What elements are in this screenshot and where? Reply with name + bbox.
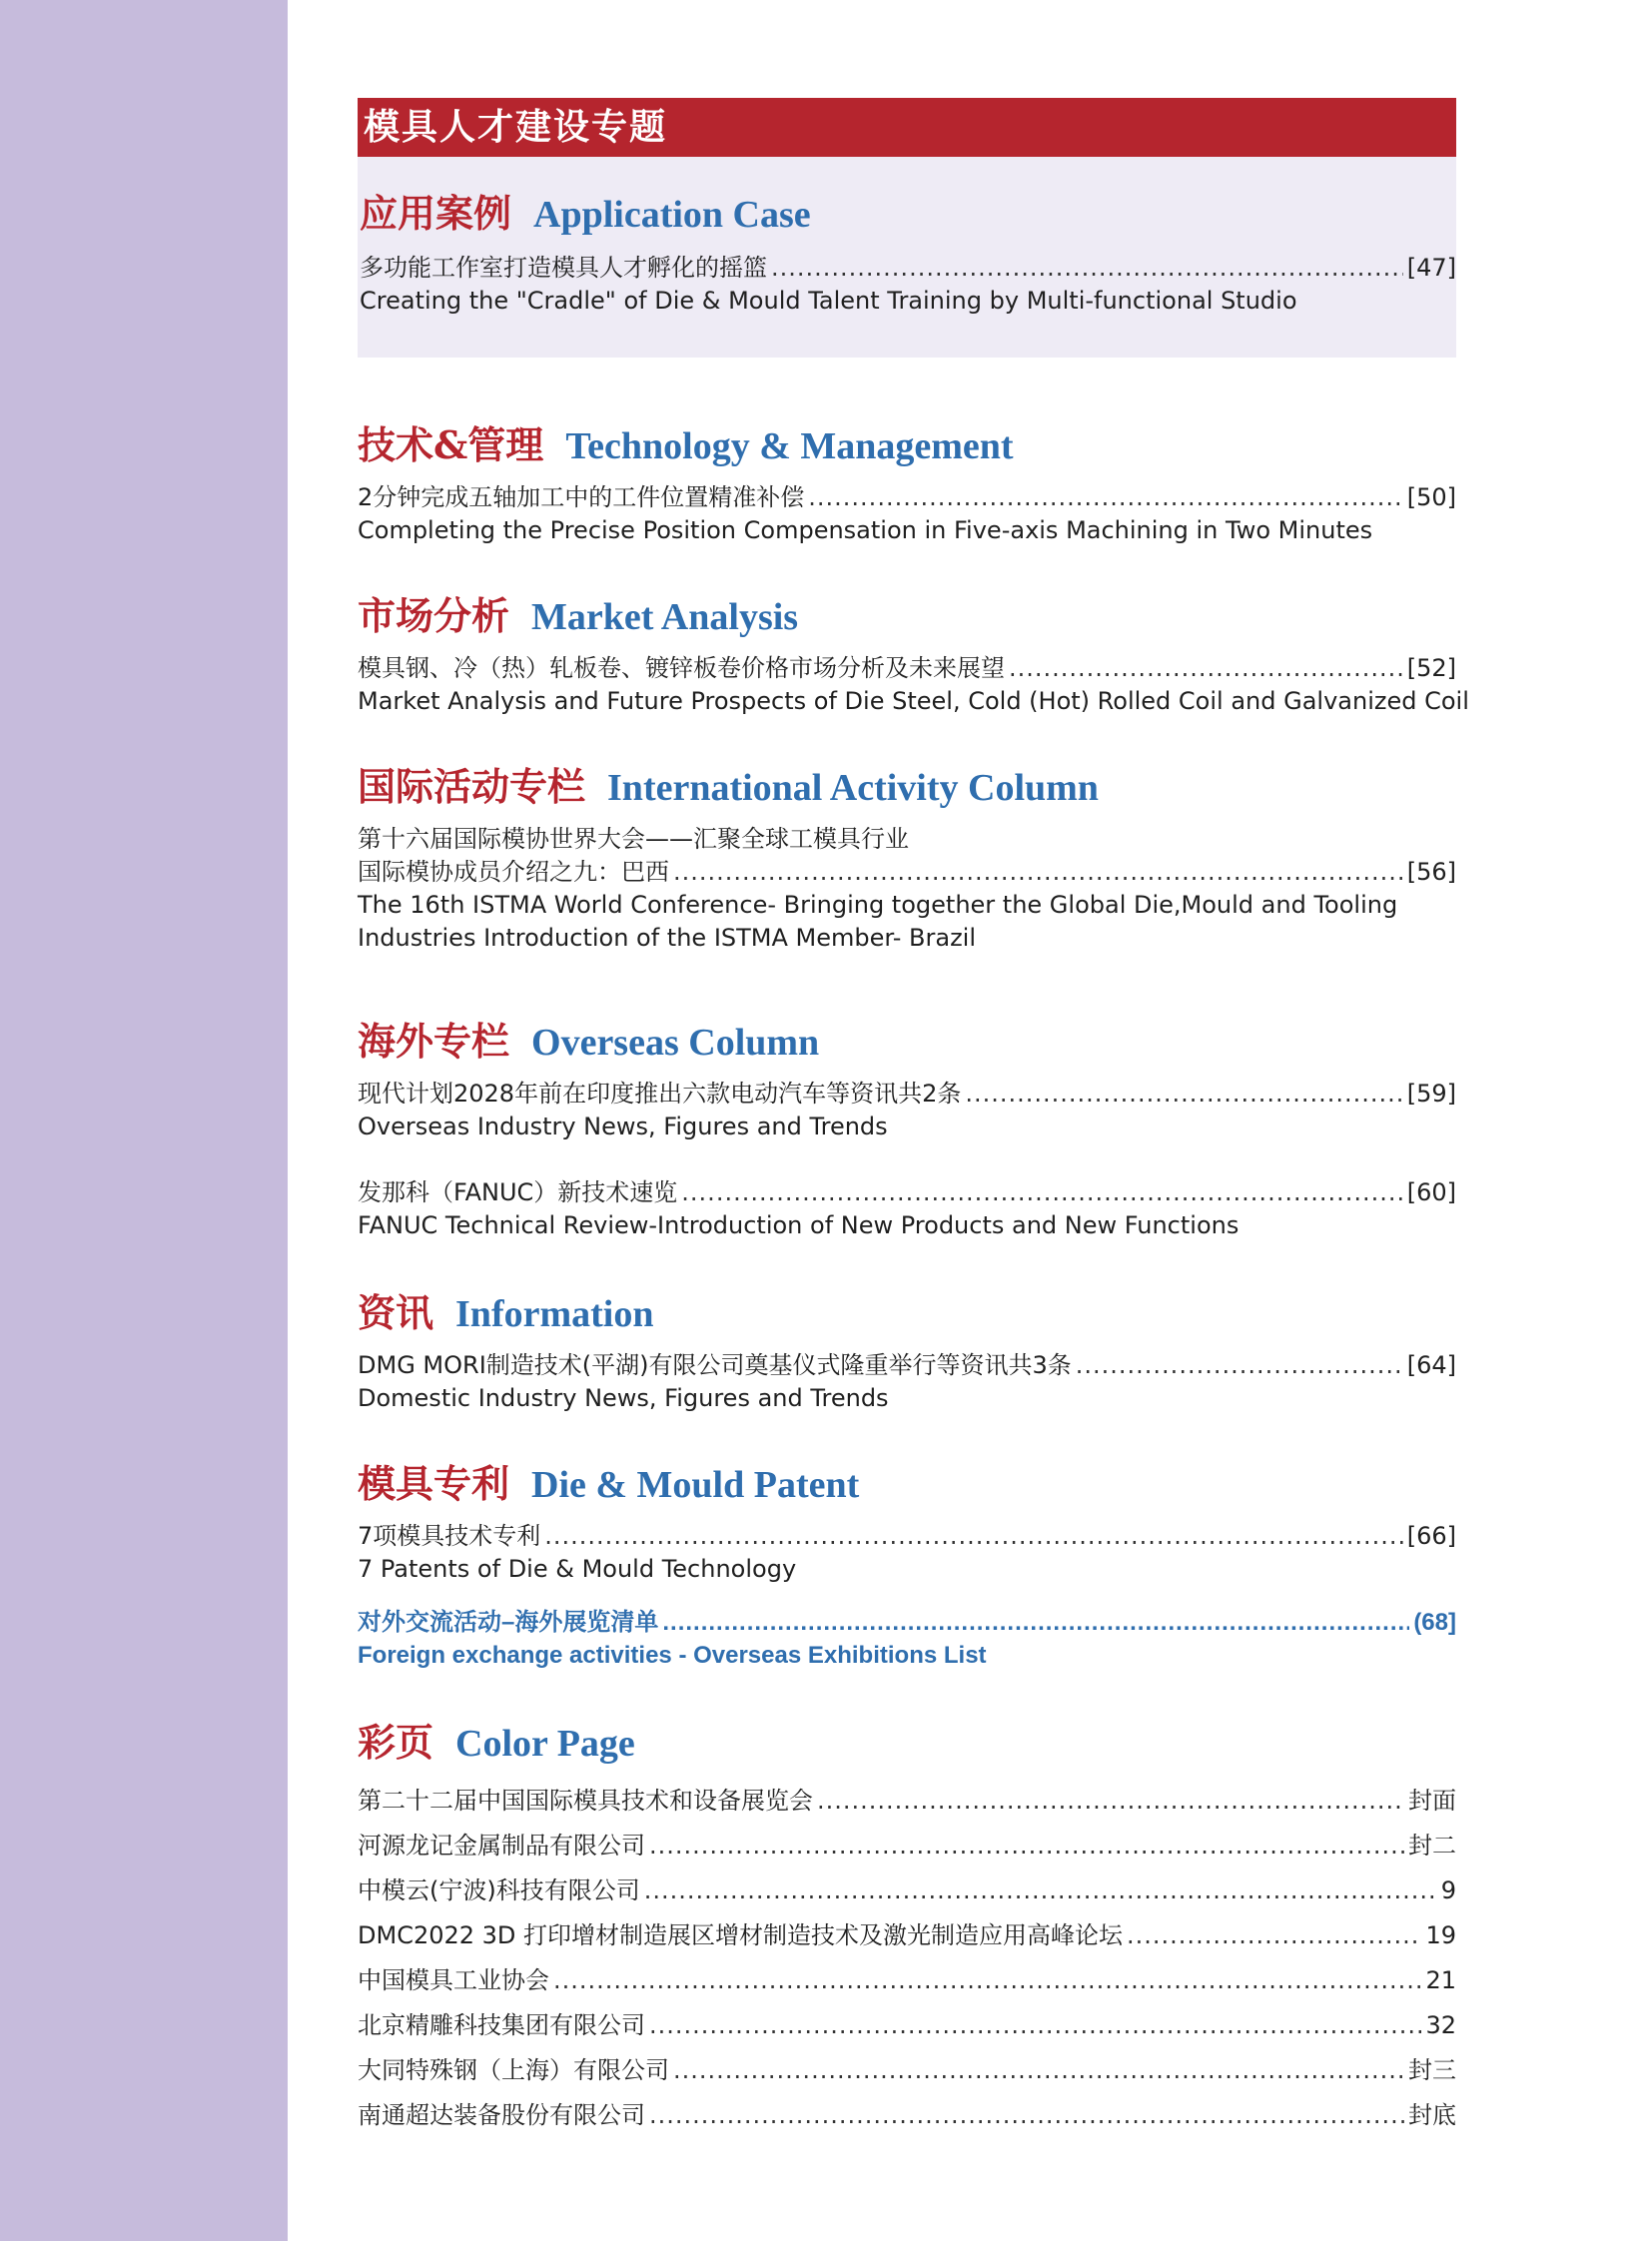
section-title-zh: 市场分析: [358, 593, 510, 638]
leader-dots: [649, 1824, 1404, 1868]
toc-entry[interactable]: [358, 652, 1469, 718]
advertiser-name: 河源龙记金属制品有限公司: [358, 1832, 645, 1860]
entry-title-zh: 现代计划2028年前在印度推出六款电动汽车等资讯共2条: [358, 1080, 962, 1108]
section-title-zh: 海外专栏: [358, 1019, 510, 1064]
leader-dots: [673, 2048, 1404, 2093]
leader-dots: [808, 481, 1402, 514]
section-title-zh: 技术&管理: [358, 422, 544, 467]
entry-title-zh: 多功能工作室打造模具人才孵化的摇篮: [360, 254, 767, 282]
section-title-en: Technology & Management: [565, 425, 1014, 467]
section-title-en: Market Analysis: [531, 596, 799, 638]
section-title-zh: 资讯: [358, 1290, 434, 1335]
toc-entry[interactable]: [358, 1349, 1456, 1415]
section-title-technology: [358, 414, 1456, 469]
leader-dots: [649, 2093, 1404, 2138]
section-title-zh: 彩页: [358, 1720, 434, 1765]
page-number: 封三: [1408, 2056, 1456, 2084]
toc-entry[interactable]: [358, 1176, 1456, 1242]
section-title-zh: 应用案例: [360, 191, 512, 236]
leader-dots: [681, 1176, 1402, 1209]
page-number: [50]: [1406, 483, 1456, 511]
page-number: 21: [1425, 1966, 1456, 1994]
advertiser-name: DMC2022 3D 打印增材制造展区增材制造技术及激光制造应用高峰论坛: [358, 1921, 1124, 1949]
entry-title-zh: 发那科（FANUC）新技术速览: [358, 1178, 678, 1206]
section-title-application-case: [360, 183, 1456, 238]
advertiser-name: 第二十二届中国国际模具技术和设备展览会: [358, 1787, 813, 1815]
advertiser-name: 南通超达装备股份有限公司: [358, 2101, 645, 2129]
page-number: [47]: [1406, 254, 1456, 282]
entry-title-en: Industries Introduction of the ISTMA Member- Brazil: [358, 924, 976, 952]
list-item[interactable]: [358, 1868, 1456, 1913]
section-international: [358, 756, 1456, 955]
section-title-zh: 模具专利: [358, 1461, 510, 1506]
leader-dots: [771, 252, 1403, 285]
section-title-overseas: [358, 1011, 1456, 1066]
leader-dots: [662, 1606, 1409, 1639]
list-item[interactable]: [358, 1779, 1456, 1824]
section-market: [358, 585, 1469, 718]
entry-title-zh: 第十六届国际模协世界大会——汇聚全球工模具行业: [358, 825, 909, 853]
section-title-zh: 国际活动专栏: [358, 764, 586, 809]
entry-title-en: FANUC Technical Review-Introduction of New Products and New Functions: [358, 1211, 1239, 1239]
page-number: 32: [1425, 2011, 1456, 2039]
page-number: [52]: [1406, 654, 1456, 682]
toc-entry[interactable]: [358, 1520, 1456, 1586]
leader-dots: [1009, 652, 1403, 685]
advertiser-name: 大同特殊钢（上海）有限公司: [358, 2056, 669, 2084]
section-overseas: [358, 1011, 1456, 1242]
page-number: [59]: [1406, 1080, 1456, 1108]
page-number: 19: [1425, 1921, 1456, 1949]
section-information: [358, 1282, 1456, 1415]
section-title-patent: [358, 1453, 1456, 1508]
section-technology: [358, 414, 1456, 547]
entry-title-en: Domestic Industry News, Figures and Trends: [358, 1384, 889, 1412]
entry-title-zh: 7项模具技术专利: [358, 1522, 541, 1550]
page-number: (68]: [1413, 1609, 1456, 1636]
page-number: [60]: [1406, 1178, 1456, 1206]
leader-dots: [1127, 1913, 1421, 1958]
leader-dots: [649, 2003, 1421, 2048]
toc-entry[interactable]: [358, 823, 1456, 955]
list-item[interactable]: [358, 1824, 1456, 1868]
entry-title-en: The 16th ISTMA World Conference- Bringing together the Global Die,Mould and Tooling: [358, 891, 1398, 919]
page-number: 9: [1440, 1876, 1456, 1904]
section-color-page: [358, 1712, 1456, 2138]
section-title-color-page: [358, 1712, 1456, 1767]
sidebar-decoration: [0, 0, 288, 2241]
entry-title-zh: 2分钟完成五轴加工中的工件位置精准补偿: [358, 483, 805, 511]
page-number: [56]: [1406, 858, 1456, 886]
entry-title-zh: 模具钢、冷（热）轧板卷、镀锌板卷价格市场分析及未来展望: [358, 654, 1005, 682]
leader-dots: [673, 856, 1403, 889]
section-title-en: International Activity Column: [607, 767, 1099, 809]
list-item[interactable]: [358, 1958, 1456, 2003]
leader-dots: [817, 1779, 1404, 1824]
section-title-market: [358, 585, 1456, 640]
toc-entry[interactable]: [358, 1078, 1456, 1143]
entry-title-en: Foreign exchange activities - Overseas Exhibitions List: [358, 1642, 987, 1669]
topic-banner: 模具人才建设专题: [358, 98, 1456, 157]
section-title-en: Information: [455, 1293, 654, 1335]
page-number: [64]: [1406, 1351, 1456, 1379]
leader-dots: [1076, 1349, 1403, 1382]
toc-entry[interactable]: [358, 481, 1456, 547]
leader-dots: [553, 1958, 1421, 2003]
section-title-international: [358, 756, 1456, 811]
advertiser-name: 中国模具工业协会: [358, 1966, 549, 1994]
entry-title-zh: 对外交流活动–海外展览清单: [358, 1609, 659, 1636]
section-title-en: Die & Mould Patent: [531, 1464, 860, 1506]
entry-title-en: Completing the Precise Position Compensation in Five-axis Machining in Two Minutes: [358, 516, 1373, 544]
advertiser-name: 北京精雕科技集团有限公司: [358, 2011, 645, 2039]
leader-dots: [544, 1520, 1402, 1553]
advertiser-name: 中模云(宁波)科技有限公司: [358, 1876, 640, 1904]
leader-dots: [644, 1868, 1437, 1913]
leader-dots: [965, 1078, 1402, 1111]
list-item[interactable]: [358, 2003, 1456, 2048]
color-page-list: [358, 1779, 1456, 2138]
list-item[interactable]: [358, 2093, 1456, 2138]
list-item[interactable]: [358, 2048, 1456, 2093]
section-title-information: [358, 1282, 1456, 1337]
page-number: 封面: [1408, 1787, 1456, 1815]
page-number: [66]: [1406, 1522, 1456, 1550]
section-title-en: Application Case: [533, 194, 811, 236]
page-number: 封二: [1408, 1832, 1456, 1860]
entry-title-en: Market Analysis and Future Prospects of Die Steel, Cold (Hot) Rolled Coil and Galvanized Coil: [358, 687, 1469, 715]
entry-title-zh: 国际模协成员介绍之九：巴西: [358, 858, 669, 886]
entry-title-zh: DMG MORI制造技术(平湖)有限公司奠基仪式隆重举行等资讯共3条: [358, 1351, 1072, 1379]
page-number: 封底: [1408, 2101, 1456, 2129]
application-case-box: [358, 157, 1456, 358]
toc-entry[interactable]: [360, 252, 1456, 318]
toc-entry-foreign-exchange[interactable]: [358, 1606, 1456, 1672]
section-title-en: Overseas Column: [531, 1022, 820, 1064]
toc-content: [358, 98, 1469, 2138]
section-title-en: Color Page: [455, 1723, 635, 1765]
section-patent: [358, 1453, 1456, 1672]
entry-title-en: 7 Patents of Die & Mould Technology: [358, 1555, 797, 1583]
entry-title-en: Overseas Industry News, Figures and Trends: [358, 1113, 888, 1140]
entry-title-en: Creating the "Cradle" of Die & Mould Talent Training by Multi-functional Studio: [360, 287, 1297, 315]
list-item[interactable]: [358, 1913, 1456, 1958]
